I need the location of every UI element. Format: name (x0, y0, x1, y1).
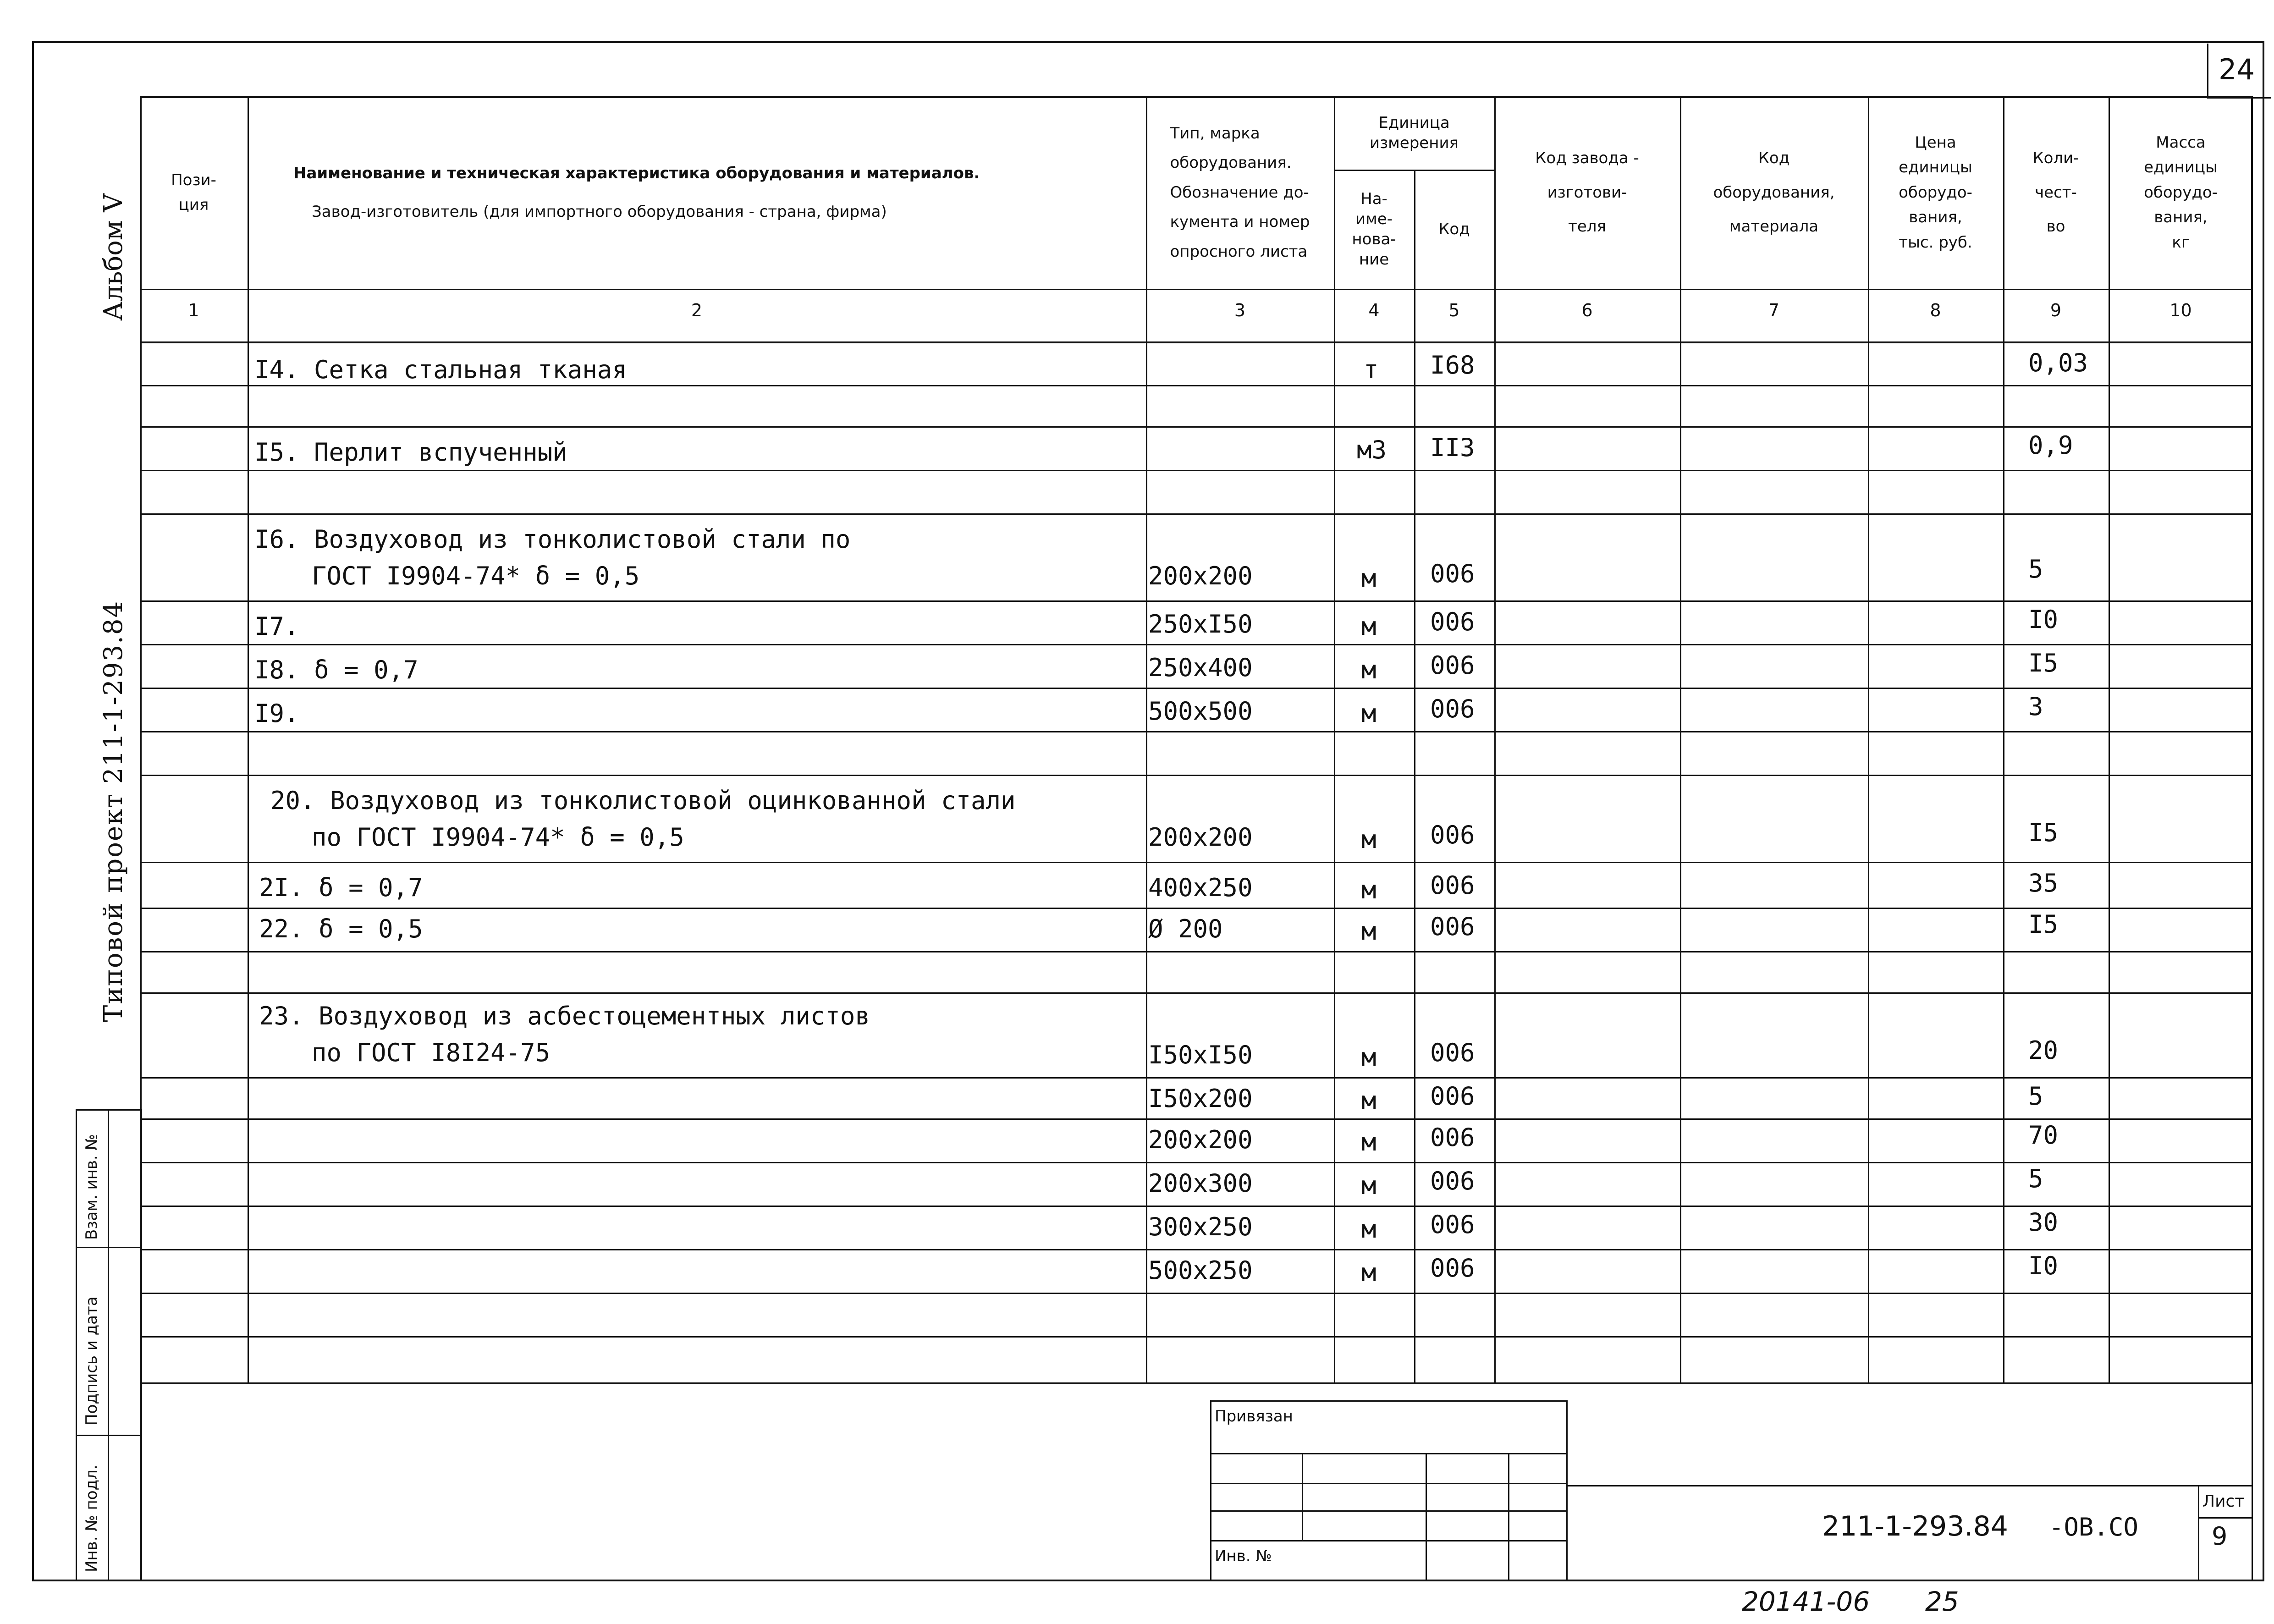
row-20-type: 200x200 (1148, 823, 1253, 852)
row-18-code: 006 (1430, 651, 1475, 680)
header-equipment-code: Код оборудования, материала (1713, 149, 1835, 236)
row-16-qty: 5 (2028, 555, 2043, 584)
row-15-unit: м3 (1357, 435, 1387, 464)
row-21-code: 006 (1430, 871, 1475, 900)
row-15-code: II3 (1430, 433, 1475, 462)
row-23a-code: 006 (1430, 1038, 1475, 1067)
list-label: Лист (2202, 1492, 2245, 1511)
row-15-name: I5. Перлит вспученный (254, 438, 567, 467)
header-maker-code: Код завода - изготови- теля (1535, 149, 1639, 236)
row-20-unit: м (1361, 825, 1377, 854)
row-19-unit: м (1361, 699, 1377, 728)
row-23f-unit: м (1361, 1258, 1377, 1287)
row-23a-unit: м (1361, 1043, 1377, 1072)
row-23e-qty: 30 (2028, 1208, 2059, 1237)
row-22-code: 006 (1430, 912, 1475, 941)
row-14-unit: т (1364, 355, 1379, 384)
colnum-7: 7 (1768, 300, 1780, 320)
colnum-3: 3 (1234, 300, 1246, 320)
header-type: Тип, марка оборудования. Обозначение до- кумента и номер опросного листа (1170, 124, 1310, 261)
project-label: Типовой проект 211-1-293.84 (99, 600, 128, 1022)
header-name (248, 96, 1146, 289)
row-23e-unit: м (1361, 1215, 1377, 1244)
row-23d-type: 200x300 (1148, 1169, 1253, 1198)
row-21-type: 400x250 (1148, 873, 1253, 902)
row-23f-qty: I0 (2028, 1251, 2059, 1280)
row-23c-code: 006 (1430, 1123, 1475, 1152)
row-23c-type: 200x200 (1148, 1125, 1253, 1154)
page-number: 24 (2219, 53, 2255, 86)
row-17-type: 250xI50 (1148, 610, 1253, 639)
row-17-qty: I0 (2028, 605, 2059, 634)
row-17-unit: м (1361, 612, 1377, 641)
row-23b-qty: 5 (2028, 1082, 2043, 1111)
inv-podl-label: Инв. № подл. (83, 1464, 101, 1572)
row-16-code: 006 (1430, 559, 1475, 588)
inv-no-label: Инв. № (1215, 1547, 1272, 1565)
row-21-qty: 35 (2028, 869, 2059, 897)
stamp-block (140, 1384, 2253, 1581)
row-23a-qty: 20 (2028, 1036, 2059, 1065)
row-23e-code: 006 (1430, 1210, 1475, 1239)
header-unit: Единица измерения (1369, 113, 1459, 152)
row-17-code: 006 (1430, 607, 1475, 636)
archive-number: 20141-06 (1742, 1586, 1870, 1617)
header-price: Цена единицы оборудо- вания, тыс. руб. (1899, 133, 1972, 252)
row-21-unit: м (1361, 875, 1377, 904)
row-18-name: I8. δ = 0,7 (254, 655, 418, 684)
list-number: 9 (2212, 1522, 2228, 1551)
podpis-label: Подпись и дата (83, 1296, 101, 1426)
header-name-line1: Наименование и техническая характеристика оборудования и материалов. (293, 164, 980, 182)
header-unit-name: На- име- нова- ние (1352, 189, 1396, 269)
row-20-gost: по ГОСТ I9904-74* δ = 0,5 (312, 823, 684, 852)
colnum-8: 8 (1930, 300, 1941, 320)
row-19-name: I9. (254, 699, 299, 728)
row-15-qty: 0,9 (2028, 431, 2073, 460)
colnum-5: 5 (1448, 300, 1460, 320)
row-20-qty: I5 (2028, 818, 2059, 847)
row-23d-unit: м (1361, 1171, 1377, 1200)
row-18-type: 250x400 (1148, 653, 1253, 682)
row-16-unit: м (1361, 564, 1377, 593)
row-23b-unit: м (1361, 1086, 1377, 1115)
header-unit-code: Код (1438, 220, 1470, 238)
header-quantity: Коли- чест- во (2032, 149, 2079, 236)
row-23c-qty: 70 (2028, 1121, 2059, 1150)
header-mass: Масса единицы оборудо- вания, кг (2144, 133, 2218, 252)
colnum-9: 9 (2050, 300, 2062, 320)
row-23c-unit: м (1361, 1128, 1377, 1156)
row-14-name: I4. Сетка стальная тканая (254, 355, 627, 384)
row-19-type: 500x500 (1148, 697, 1253, 726)
header-name-line2: Завод-изготовитель (для импортного оборудования - страна, фирма) (312, 203, 887, 221)
row-21-name: 2I. δ = 0,7 (259, 873, 423, 902)
row-23f-code: 006 (1430, 1254, 1475, 1283)
doc-code: 211-1-293.84 (1822, 1510, 2008, 1542)
privyazan-label: Привязан (1215, 1407, 1293, 1426)
row-20-name: 20. Воздуховод из тонколистовой оцинкованной стали (270, 786, 1016, 815)
row-23-gost: по ГОСТ I8I24-75 (312, 1038, 551, 1067)
row-18-unit: м (1361, 655, 1377, 684)
row-18-qty: I5 (2028, 649, 2059, 677)
row-16-gost: ГОСТ I9904-74* δ = 0,5 (312, 562, 640, 590)
row-23a-type: I50xI50 (1148, 1040, 1253, 1069)
colnum-10: 10 (2169, 300, 2192, 320)
row-16-name: I6. Воздуховод из тонколистовой стали по (254, 525, 851, 554)
row-14-qty: 0,03 (2028, 348, 2088, 377)
row-23e-type: 300x250 (1148, 1212, 1253, 1241)
row-23b-type: I50x200 (1148, 1084, 1253, 1113)
row-22-unit: м (1361, 917, 1377, 946)
row-16-type: 200x200 (1148, 562, 1253, 590)
vzam-inv-label: Взам. инв. № (83, 1134, 101, 1240)
colnum-2: 2 (691, 300, 703, 320)
row-22-type: Ø 200 (1148, 914, 1223, 943)
row-22-qty: I5 (2028, 910, 2059, 939)
row-20-code: 006 (1430, 820, 1475, 849)
row-14-code: I68 (1430, 351, 1475, 380)
colnum-6: 6 (1581, 300, 1593, 320)
row-19-code: 006 (1430, 694, 1475, 723)
row-23d-code: 006 (1430, 1167, 1475, 1195)
row-23f-type: 500x250 (1148, 1256, 1253, 1285)
album-label: Альбом V (99, 193, 128, 321)
row-23d-qty: 5 (2028, 1164, 2043, 1193)
row-23-name: 23. Воздуховод из асбестоцементных листов (259, 1002, 870, 1030)
colnum-4: 4 (1368, 300, 1380, 320)
sheet-number: 25 (1925, 1586, 1959, 1617)
header-position: Пози- ция (171, 171, 216, 214)
row-23b-code: 006 (1430, 1082, 1475, 1111)
colnum-1: 1 (188, 300, 199, 320)
row-19-qty: 3 (2028, 692, 2043, 721)
row-22-name: 22. δ = 0,5 (259, 914, 423, 943)
row-17-name: I7. (254, 612, 299, 641)
doc-suffix: -OB.CO (2049, 1513, 2139, 1541)
